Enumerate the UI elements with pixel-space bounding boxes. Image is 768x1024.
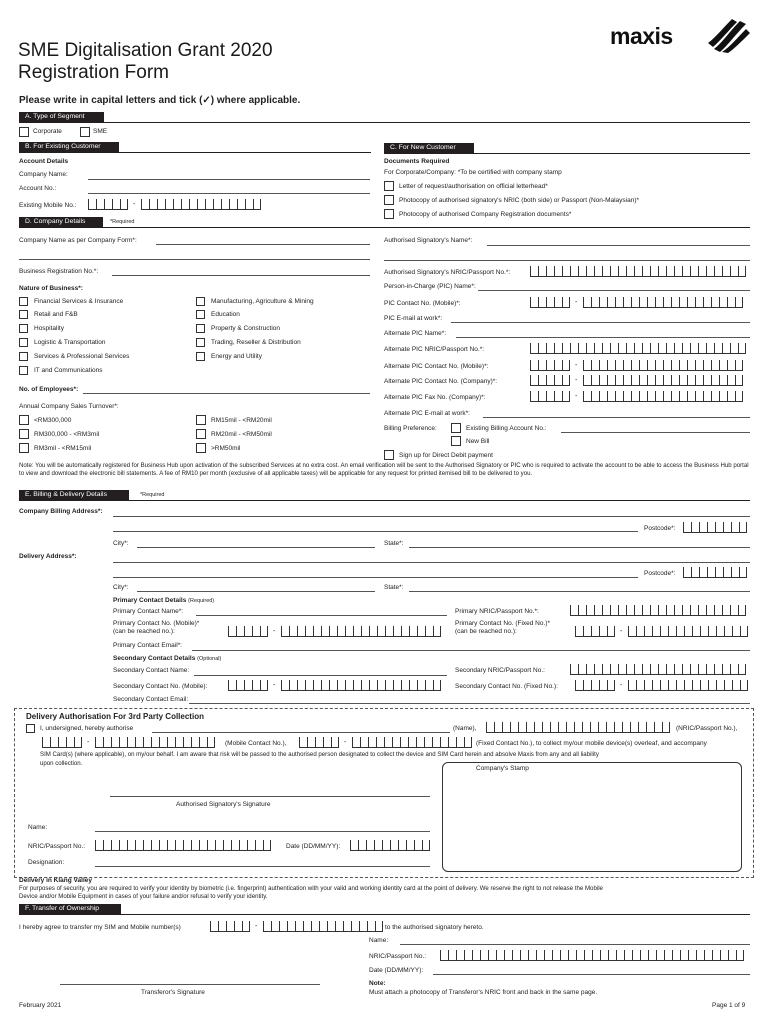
alt-name-label: Alternate PIC Name*: (384, 330, 447, 337)
maxis-wave-icon (706, 17, 750, 53)
auth-name-field[interactable] (95, 831, 430, 832)
primary-fixed-sub: (can be reached no.): (455, 628, 517, 635)
primary-required: (Required) (188, 598, 215, 604)
pic-mobile-label: PIC Contact No. (Mobile)*: (384, 300, 461, 307)
secondary-nric-boxes[interactable] (570, 664, 746, 675)
secondary-nric-label: Secondary NRIC/Passport No.: (455, 667, 545, 674)
as-nric-label: Authorised Signatory's NRIC/Passport No.*: (384, 269, 511, 276)
nature-services-label: Services & Professional Services (34, 353, 130, 360)
city-label: City*: (113, 540, 129, 547)
billing-pref-label: Billing Preference: (384, 425, 437, 432)
turnover-5-label: RM20mil - <RM50mil (211, 431, 272, 438)
auth-date-label: Date (DD/MM/YY): (286, 843, 341, 850)
section-d-rule (19, 227, 750, 228)
auth-nric-label: NRIC/Passport No.: (28, 843, 86, 850)
secondary-fixed-prefix[interactable] (575, 680, 615, 691)
section-c-header: C. For New Customer (384, 143, 474, 153)
section-c-rule (384, 153, 750, 154)
designation-label: Designation: (28, 859, 65, 866)
billing-address-line-2[interactable] (113, 531, 638, 532)
doc-registration-checkbox[interactable] (384, 209, 394, 219)
postcode-label: Postcode*: (644, 525, 676, 532)
primary-fixed-label: Primary Contact No. (Fixed No.)* (455, 620, 550, 627)
alt-email-label: Alternate PIC E-mail at work*: (384, 410, 470, 417)
account-details-label: Account Details (19, 158, 69, 165)
title-line-1: SME Digitalisation Grant 2020 (18, 40, 273, 61)
as-nric-boxes[interactable] (530, 266, 746, 277)
mobile-contact-suffix: (Mobile Contact No.), (225, 740, 287, 747)
company-stamp-area[interactable] (442, 762, 742, 872)
alt-mobile-prefix[interactable] (530, 360, 570, 371)
nature-it-checkbox[interactable] (19, 366, 28, 375)
auth-name-label: Name: (28, 824, 48, 831)
klang-valley-text-2: Device and/or Mobile Equipment in cases of your failure and/or refusal to verify your identity. (19, 893, 268, 900)
primary-email-label: Primary Contact Email*: (113, 642, 182, 649)
nature-trading-label: Trading, Reseller & Distribution (211, 339, 301, 346)
designation-field[interactable] (95, 866, 430, 867)
nature-hospitality-label: Hospitality (34, 325, 64, 332)
section-b-rule (19, 152, 371, 153)
secondary-mobile-label: Secondary Contact No. (Mobile): (113, 683, 208, 690)
nature-trading-checkbox[interactable] (196, 338, 205, 347)
pic-email-field[interactable] (451, 322, 750, 323)
title-line-2: Registration Form (18, 62, 169, 83)
primary-contact-heading: Primary Contact Details (113, 597, 187, 604)
doc-nric-checkbox[interactable] (384, 195, 394, 205)
alt-company-prefix[interactable] (530, 375, 570, 386)
auth-mobile-prefix[interactable] (42, 737, 82, 748)
secondary-contact-heading: Secondary Contact Details (113, 655, 196, 662)
auth-date-boxes[interactable] (350, 840, 430, 851)
auth-fixed-number[interactable] (352, 737, 472, 748)
section-f-header: F. Transfer of Ownership (19, 904, 121, 914)
direct-debit-checkbox[interactable] (384, 450, 394, 460)
dash: - (575, 362, 578, 369)
state-label: State*: (384, 540, 404, 547)
nature-finance-checkbox[interactable] (19, 297, 28, 306)
authorised-nric-boxes[interactable] (486, 722, 670, 733)
brn-field[interactable] (112, 275, 370, 276)
turnover-4-checkbox[interactable] (196, 415, 206, 425)
secondary-name-field[interactable] (194, 675, 447, 676)
as-name-field-2[interactable] (384, 260, 750, 261)
nature-finance-label: Financial Services & Insurance (34, 298, 124, 305)
primary-nric-label: Primary NRIC/Passport No.*: (455, 608, 539, 615)
section-a-rule (19, 122, 750, 123)
nature-hospitality-checkbox[interactable] (19, 324, 28, 333)
primary-name-label: Primary Contact Name*: (113, 608, 184, 615)
dash: - (620, 628, 623, 635)
turnover-4-label: RM15mil - <RM20mil (211, 417, 272, 424)
company-form-field-2[interactable] (19, 259, 370, 260)
turnover-label: Annual Company Sales Turnover*: (19, 403, 119, 410)
nature-manufacturing-label: Manufacturing, Agriculture & Mining (211, 298, 314, 305)
primary-name-field[interactable] (196, 615, 447, 616)
dash: - (575, 393, 578, 400)
dash: - (273, 682, 276, 689)
billing-address-line-1[interactable] (113, 516, 750, 517)
transfer-mobile-number[interactable] (263, 921, 383, 932)
alt-mobile-number[interactable] (583, 360, 743, 371)
turnover-2-checkbox[interactable] (19, 429, 29, 439)
primary-mobile-sub: (can be reached no.): (113, 628, 175, 635)
transfer-nric-label: NRIC/Passport No.: (369, 953, 427, 960)
transfer-nric-boxes[interactable] (440, 950, 744, 961)
postcode-label-2: Postcode*: (644, 570, 676, 577)
sme-checkbox[interactable] (80, 127, 90, 137)
secondary-fixed-number[interactable] (628, 680, 748, 691)
primary-mobile-number[interactable] (281, 626, 441, 637)
company-form-field[interactable] (156, 244, 370, 245)
alt-company-number[interactable] (583, 375, 743, 386)
signature-label: Authorised Signatory's Signature (176, 801, 271, 808)
dash: - (620, 682, 623, 689)
klang-valley-text-1: For purposes of security, you are required to verify your identity by biometric (i.e. fingerprint) authentication with your valid and working identity card at the point of delivery. We reserve the right to not release the Mobile (19, 885, 603, 892)
authorise-checkbox[interactable] (26, 724, 35, 733)
existing-billing-field[interactable] (561, 432, 750, 433)
fixed-contact-suffix: (Fixed Contact No.), to collect my/our mobile device(s) overleaf, and accompany (476, 740, 707, 747)
nature-energy-checkbox[interactable] (196, 352, 205, 361)
nric-suffix: (NRIC/Passport No.), (676, 725, 738, 732)
footer-page: Page 1 of 9 (712, 1002, 746, 1009)
existing-mobile-label: Existing Mobile No.: (19, 202, 77, 209)
doc-letter-label: Letter of request/authorisation on official letterhead* (399, 183, 548, 190)
secondary-mobile-number[interactable] (281, 680, 441, 691)
secondary-email-label: Secondary Contact Email: (113, 696, 189, 703)
nature-label: Nature of Business*: (19, 285, 83, 292)
nature-retail-checkbox[interactable] (19, 310, 28, 319)
alt-fax-prefix[interactable] (530, 391, 570, 402)
mobile-prefix-boxes[interactable] (88, 199, 128, 210)
documents-required-label: Documents Required (384, 158, 450, 165)
as-name-label: Authorised Signatory's Name*: (384, 237, 473, 244)
transfer-mobile-prefix[interactable] (210, 921, 250, 932)
dash: - (87, 739, 90, 746)
primary-nric-boxes[interactable] (570, 605, 746, 616)
transfer-agree-suffix: to the authorised signatory hereto. (385, 924, 484, 931)
secondary-mobile-prefix[interactable] (228, 680, 268, 691)
logo-text: maxis (610, 23, 673, 49)
secondary-name-label: Secondary Contact Name: (113, 667, 190, 674)
sme-label: SME (93, 128, 108, 135)
secondary-email-field[interactable] (189, 703, 750, 704)
state-label-2: State*: (384, 584, 404, 591)
nature-education-label: Education (211, 311, 240, 318)
auth-fixed-prefix[interactable] (299, 737, 339, 748)
primary-fixed-number[interactable] (628, 626, 748, 637)
nature-property-checkbox[interactable] (196, 324, 205, 333)
section-d-header: D. Company Details (19, 217, 103, 227)
as-name-field[interactable] (487, 245, 750, 246)
name-suffix: (Name), (453, 725, 477, 732)
primary-email-field[interactable] (192, 650, 750, 651)
new-bill-checkbox[interactable] (451, 436, 461, 446)
corporate-label: Corporate (33, 128, 62, 135)
delivery-city-field[interactable] (137, 591, 375, 592)
turnover-1-checkbox[interactable] (19, 415, 29, 425)
turnover-2-label: RM300,000 - <RM3mil (34, 431, 100, 438)
nature-property-label: Property & Construction (211, 325, 281, 332)
billing-address-label: Company Billing Address*: (19, 508, 103, 515)
nature-education-checkbox[interactable] (196, 310, 205, 319)
pic-name-field[interactable] (478, 290, 750, 291)
authorisation-text-2: upon collection. (40, 760, 83, 767)
footer-date: February 2021 (19, 1002, 62, 1009)
authorisation-text-1: SIM Card(s) (where applicable), on my/our behalf. I am aware that risk will be passed to the authorised person designated to collect the device and SIM Card herein and absolve Maxis from any and all liability (40, 751, 599, 758)
alt-fax-label: Alternate PIC Fax No. (Company)*: (384, 394, 486, 401)
delivery-address-line-2[interactable] (113, 577, 638, 578)
new-bill-label: New Bill (466, 438, 490, 445)
maxis-logo (610, 17, 750, 57)
primary-mobile-prefix[interactable] (228, 626, 268, 637)
doc-letter-checkbox[interactable] (384, 181, 394, 191)
authorise-text: I, undersigned, hereby authorise (40, 725, 134, 732)
dash: - (575, 299, 578, 306)
direct-debit-label: Sign up for Direct Debit payment (399, 452, 493, 459)
nature-manufacturing-checkbox[interactable] (196, 297, 205, 306)
delivery-address-label: Delivery Address*: (19, 553, 77, 560)
turnover-3-label: RM3mil - <RM15mil (34, 445, 92, 452)
transferor-signature-line[interactable] (60, 984, 320, 985)
transfer-name-field[interactable] (400, 944, 750, 945)
pic-mobile-prefix[interactable] (530, 297, 570, 308)
company-stamp-label: Company's Stamp (476, 765, 529, 772)
turnover-1-label: <RM300,000 (34, 417, 72, 424)
form-title (18, 40, 273, 84)
transfer-name-label: Name: (369, 937, 389, 944)
alt-company-label: Alternate PIC Contact No. (Company)*: (384, 378, 498, 385)
section-f-rule (19, 914, 750, 915)
account-no-label: Account No.: (19, 185, 57, 192)
nature-services-checkbox[interactable] (19, 352, 28, 361)
billing-city-field[interactable] (137, 547, 375, 548)
pic-email-label: PIC E-mail at work*: (384, 315, 443, 322)
alt-mobile-label: Alternate PIC Contact No. (Mobile)*: (384, 363, 489, 370)
mobile-number-boxes[interactable] (141, 199, 261, 210)
pic-name-label: Person-in-Charge (PIC) Name*: (384, 283, 476, 290)
required-note: *Required (110, 219, 135, 225)
section-a-header: A. Type of Segment (19, 112, 104, 122)
authorised-name-field[interactable] (152, 732, 450, 733)
company-form-label: Company Name as per Company Form*: (19, 237, 137, 244)
transfer-date-field[interactable] (433, 974, 750, 975)
alt-email-field[interactable] (483, 417, 750, 418)
auth-nric-boxes[interactable] (95, 840, 271, 851)
secondary-fixed-label: Secondary Contact No. (Fixed No.): (455, 683, 558, 690)
doc-nric-label: Photocopy of authorised signatory's NRIC (both side) or Passport (Non-Malaysian)* (399, 197, 640, 204)
business-hub-note: Note: You will be automatically registered for Business Hub upon activation of the subscribed Services at no extra cost. An email verification will be sent to the Authorised Signatory or PIC who is required to activate the account to be able to access the Business Hub portal to view and download the electronic bill statements. A fee of RM10 per month (exclusive of all applicable taxes) will be applicable for any request for printed itemised bill to be delivered to you. (19, 462, 749, 478)
nature-retail-label: Retail and F&B (34, 311, 78, 318)
turnover-3-checkbox[interactable] (19, 443, 29, 453)
city-label-2: City*: (113, 584, 129, 591)
secondary-optional: (Optional) (197, 656, 222, 662)
primary-mobile-label: Primary Contact No. (Mobile)* (113, 620, 200, 627)
corporate-checkbox[interactable] (19, 127, 29, 137)
instruction-text: Please write in capital letters and tick (✓) where applicable. (19, 95, 301, 106)
primary-fixed-prefix[interactable] (575, 626, 615, 637)
nature-it-label: IT and Communications (34, 367, 103, 374)
delivery-auth-title: Delivery Authorisation For 3rd Party Collection (26, 712, 204, 721)
billing-state-field[interactable] (409, 547, 750, 548)
section-b-header: B. For Existing Customer (19, 142, 119, 152)
company-name-label: Company Name: (19, 171, 68, 178)
alt-nric-label: Alternate PIC NRIC/Passport No.*: (384, 346, 485, 353)
required-note-e: *Required (140, 492, 165, 498)
nature-energy-label: Energy and Utility (211, 353, 262, 360)
turnover-6-label: >RM50mil (211, 445, 241, 452)
transfer-date-label: Date (DD/MM/YY): (369, 967, 424, 974)
dash: - (344, 739, 347, 746)
alt-fax-number[interactable] (583, 391, 743, 402)
alt-name-field[interactable] (456, 337, 750, 338)
corporate-note: For Corporate/Company: *To be certified with company stamp (384, 169, 562, 176)
brn-label: Business Registration No.*: (19, 268, 99, 275)
dash: - (255, 923, 258, 930)
signature-line[interactable] (110, 796, 430, 797)
transfer-note-title: Note: (369, 980, 386, 987)
turnover-5-checkbox[interactable] (196, 429, 206, 439)
existing-billing-checkbox[interactable] (451, 423, 461, 433)
nature-logistic-checkbox[interactable] (19, 338, 28, 347)
existing-billing-label: Existing Billing Account No.: (466, 425, 547, 432)
klang-valley-title: Delivery in Klang Valley (19, 877, 92, 884)
pic-mobile-number[interactable] (583, 297, 743, 308)
dash: - (133, 201, 136, 208)
transferor-signature-label: Transferor's Signature (141, 989, 205, 996)
section-e-header: E. Billing & Delivery Details (19, 490, 129, 500)
doc-registration-label: Photocopy of authorised Company Registration documents* (399, 211, 572, 218)
account-no-field[interactable] (88, 193, 370, 194)
company-name-field[interactable] (88, 179, 370, 180)
nature-logistic-label: Logistic & Transportation (34, 339, 106, 346)
turnover-6-checkbox[interactable] (196, 443, 206, 453)
delivery-state-field[interactable] (409, 591, 750, 592)
transfer-agree-text: I hereby agree to transfer my SIM and Mobile number(s) (19, 924, 181, 931)
transfer-note-text: Must attach a photocopy of Transferor's NRIC front and back in the same page. (369, 989, 598, 996)
dash: - (273, 628, 276, 635)
delivery-postcode-boxes[interactable] (683, 567, 747, 578)
auth-mobile-number[interactable] (95, 737, 215, 748)
delivery-address-line-1[interactable] (113, 562, 750, 563)
employees-field[interactable] (83, 393, 370, 394)
alt-nric-boxes[interactable] (530, 343, 746, 354)
employees-label: No. of Employees*: (19, 386, 79, 393)
billing-postcode-boxes[interactable] (683, 522, 747, 533)
dash: - (575, 377, 578, 384)
section-e-rule (19, 500, 750, 501)
